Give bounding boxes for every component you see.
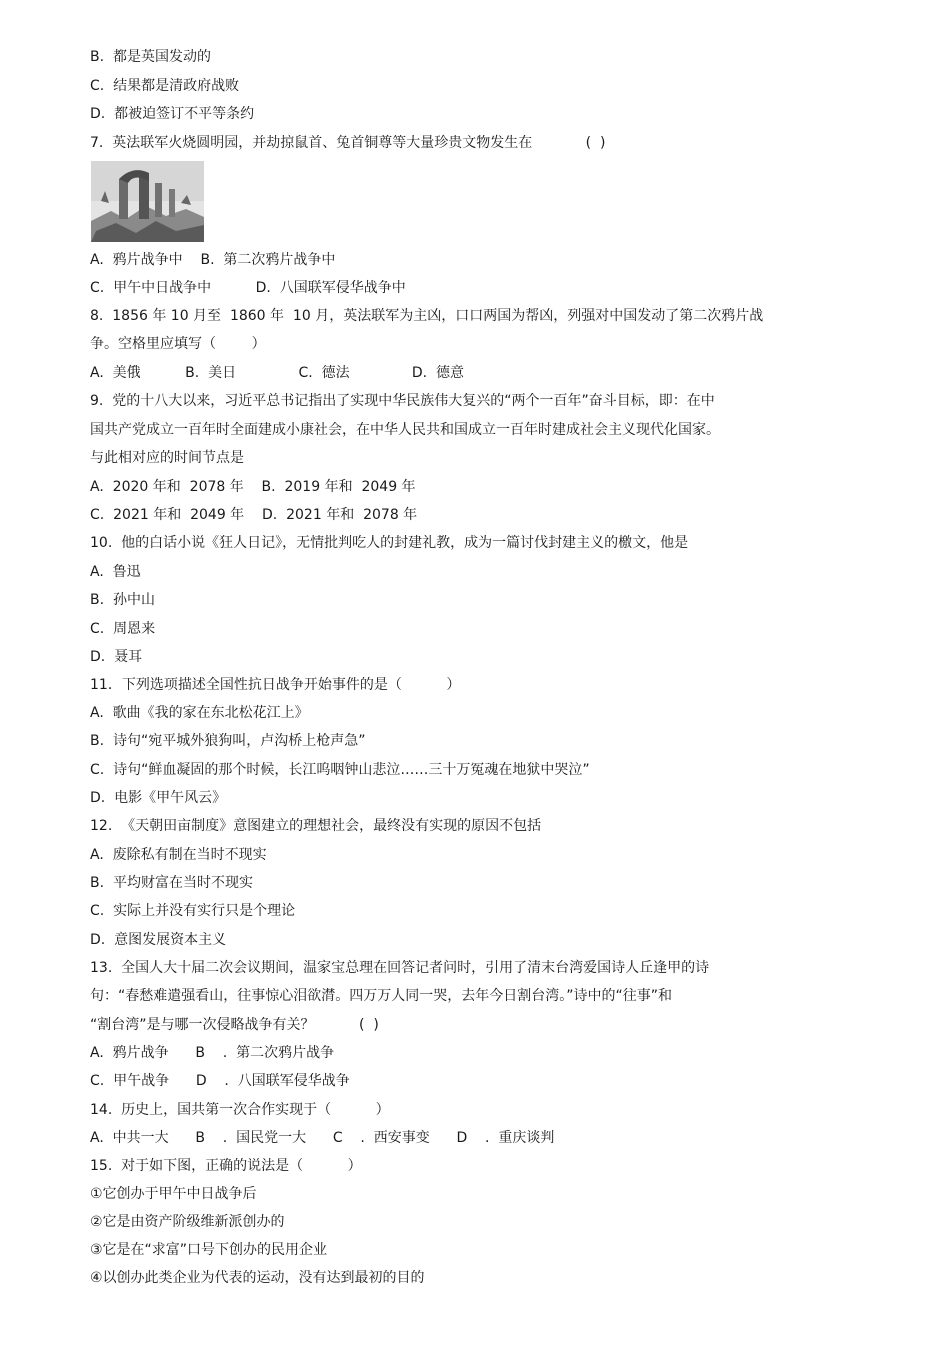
q6-option-d: D. 都被迫签订不平等条约: [90, 106, 255, 122]
q7-options-ab: A. 鸦片战争中 B. 第二次鸦片战争中: [90, 252, 336, 268]
q6-option-b: B. 都是英国发动的: [90, 49, 211, 65]
q7-stem: 7. 英法联军火烧圆明园，并劫掠鼠首、兔首铜尊等大量珍贵文物发生在 ( ): [90, 135, 606, 151]
q9-stem-line2: 国共产党成立一百年时全面建成小康社会，在中华人民共和国成立一百年时建成社会主义现代化国家。: [90, 422, 720, 438]
q10-option-c: C. 周恩来: [90, 621, 156, 637]
q9-stem-line3: 与此相对应的时间节点是: [90, 450, 244, 466]
q13-stem-line3: “割台湾”是与哪一次侵略战争有关？ ( ): [90, 1017, 379, 1033]
q7-options-cd: C. 甲午中日战争中 D. 八国联军侵华战争中: [90, 280, 406, 296]
q13-stem-line1: 13. 全国人大十届二次会议期间，温家宝总理在回答记者问时，引用了清末台湾爱国诗人丘逢甲的诗: [90, 960, 710, 976]
q12-option-b: B. 平均财富在当时不现实: [90, 875, 253, 891]
q10-option-d: D. 聂耳: [90, 649, 143, 665]
q8-stem-line1: 8. 1856 年 10 月至 1860 年 10 月，英法联军为主凶，口口两国为帮凶，列强对中国发动了第二次鸦片战: [90, 308, 764, 324]
q12-stem: 12. 《天朝田亩制度》意图建立的理想社会，最终没有实现的原因不包括: [90, 818, 542, 834]
q8-stem-line2: 争。空格里应填写（ ）: [90, 336, 266, 352]
q12-option-a: A. 废除私有制在当时不现实: [90, 847, 267, 863]
q15-statement-3: ③它是在“求富”口号下创办的民用企业: [90, 1242, 328, 1258]
q15-statement-1: ①它创办于甲午中日战争后: [90, 1186, 257, 1202]
q13-options-cd: C. 甲午战争 D . 八国联军侵华战争: [90, 1073, 350, 1089]
q12-option-c: C. 实际上并没有实行只是个理论: [90, 903, 296, 919]
q11-option-b: B. 诗句“宛平城外狼狗叫，卢沟桥上枪声急”: [90, 733, 366, 749]
q8-options: A. 美俄 B. 美日 C. 德法 D. 德意: [90, 365, 465, 381]
q15-statement-4: ④以创办此类企业为代表的运动，没有达到最初的目的: [90, 1270, 425, 1286]
q11-option-c: C. 诗句“鲜血凝固的那个时候，长江呜咽钟山悲泣……三十万冤魂在地狱中哭泣”: [90, 762, 590, 778]
q14-options: A. 中共一大 B . 国民党一大 C . 西安事变 D . 重庆谈判: [90, 1130, 555, 1146]
q13-options-ab: A. 鸦片战争 B . 第二次鸦片战争: [90, 1045, 335, 1061]
q10-stem: 10. 他的白话小说《狂人日记》，无情批判吃人的封建礼教，成为一篇讨伐封建主义的檄文，他是: [90, 535, 689, 551]
ruins-photo: [91, 161, 204, 242]
q11-option-d: D. 电影《甲午风云》: [90, 790, 227, 806]
q13-stem-line2: 句：“春愁难遣强看山，往事惊心泪欲潸。四万万人同一哭，去年今日割台湾。”诗中的“往事”和: [90, 988, 673, 1004]
q6-option-c: C. 结果都是清政府战败: [90, 78, 240, 94]
q10-option-b: B. 孙中山: [90, 592, 155, 608]
q15-stem: 15. 对于如下图，正确的说法是（ ）: [90, 1158, 362, 1174]
q10-option-a: A. 鲁迅: [90, 564, 141, 580]
q9-options-ab: A. 2020 年和 2078 年 B. 2019 年和 2049 年: [90, 479, 416, 495]
q14-stem: 14. 历史上，国共第一次合作实现于（ ）: [90, 1102, 390, 1118]
q15-statement-2: ②它是由资产阶级维新派创办的: [90, 1214, 285, 1230]
q9-stem-line1: 9. 党的十八大以来，习近平总书记指出了实现中华民族伟大复兴的“两个一百年”奋斗目标，即：在中: [90, 393, 715, 409]
q12-option-d: D. 意图发展资本主义: [90, 932, 227, 948]
q11-option-a: A. 歌曲《我的家在东北松花江上》: [90, 705, 309, 721]
q11-stem: 11．下列选项描述全国性抗日战争开始事件的是（ ）: [90, 677, 461, 693]
q9-options-cd: C. 2021 年和 2049 年 D. 2021 年和 2078 年: [90, 507, 418, 523]
